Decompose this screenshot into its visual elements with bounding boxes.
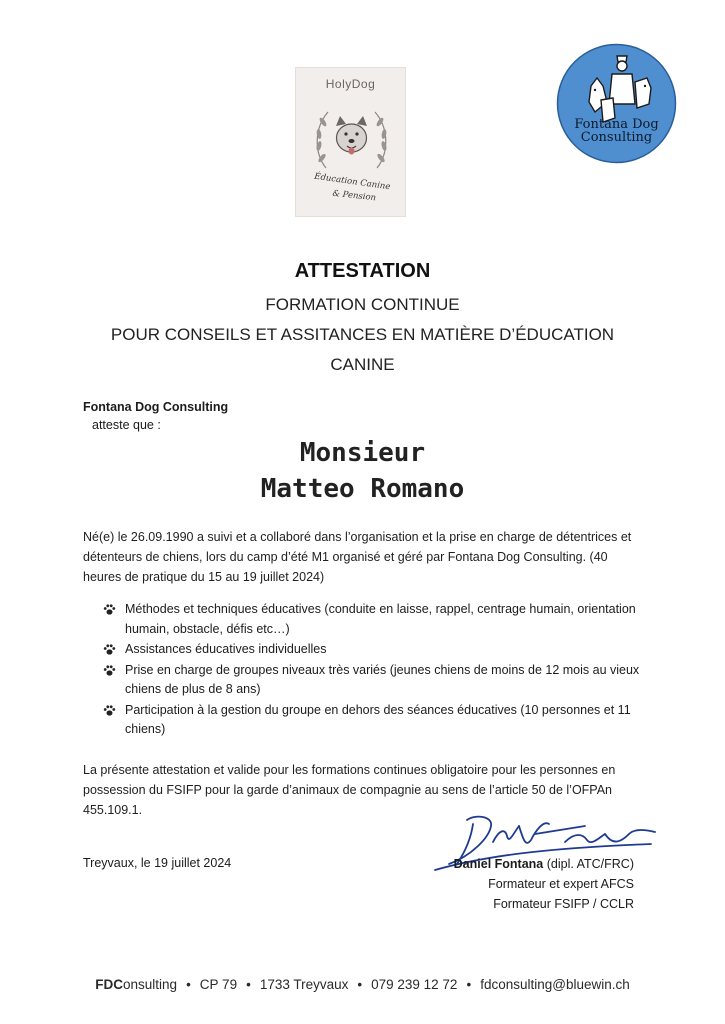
issuer-attests: atteste que : [92,418,161,432]
list-item [103,640,643,660]
paw-icon [103,603,116,616]
intro-paragraph: Né(e) le 26.09.1990 a suivi et a collaboré dans l’organisation et la prise en charge de détentrices et détenteurs de chiens, lors du camp d’été M1 organisé et géré par Fontana Dog Consulting. (40 heures de pratique du 15 au 19 juillet 2024) [83,530,632,584]
holydog-emblem [296,68,407,218]
signer-line [420,854,634,874]
paw-icon [103,704,116,717]
svg-text:& Pension: & Pension [331,188,377,204]
activities-list [103,600,643,741]
svg-text:Consulting: Consulting [580,130,653,145]
signature-block [420,854,634,914]
footer-brand-rest: onsulting [123,977,178,992]
footer [0,977,725,992]
footer-po-box: CP 79 [199,977,238,992]
document-subtitle-line3: CANINE [330,355,395,374]
svg-text:Fontana Dog: Fontana Dog [574,117,659,132]
document-subtitle-line2: POUR CONSEILS ET ASSITANCES EN MATIÈRE D’ÉDUCATION [110,325,615,344]
bullet-separator-icon: • [246,977,251,992]
list-item [103,661,643,700]
recipient-salutation: Monsieur [299,438,426,468]
signer-role-1: Formateur et expert AFCS [488,877,634,891]
signer-role-2: Formateur FSIFP / CCLR [493,897,634,911]
document-title: ATTESTATION [294,260,431,282]
paw-icon [103,643,116,656]
footer-email: fdconsulting@bluewin.ch [480,977,630,992]
list-item [103,600,643,639]
dog-head-icon [336,116,367,155]
fontana-dog-consulting-logo [555,42,678,165]
issuer-name: Fontana Dog Consulting [83,400,229,414]
list-item [103,701,643,740]
list-item-text: Assistances éducatives individuelles [125,642,327,656]
signer-credentials: (dipl. ATC/FRC) [543,857,634,871]
bullet-separator-icon: • [466,977,472,992]
paw-icon [103,664,116,677]
footer-phone: 079 239 12 72 [371,977,458,992]
place-and-date: Treyvaux, le 19 juillet 2024 [83,856,232,870]
bullet-separator-icon: • [186,977,191,992]
list-item-text: Méthodes et techniques éducatives (conduite en laisse, rappel, centrage humain, orientation humain, obstacle, défis etc…) [125,602,636,636]
holydog-logo [295,67,406,217]
recipient-name: Matteo Romano [260,474,465,504]
holydog-logo-title: HolyDog [325,77,376,91]
footer-brand-bold: FDC [95,977,124,992]
validity-paragraph: La présente attestation et valide pour les formations continues obligatoire pour les personnes en possession du FSIFP pour la garde d’animaux de compagnie au sens de l’article 50 de l’OFPAn 455.109.1. [83,763,616,817]
list-item-text: Participation à la gestion du groupe en dehors des séances éducatives (10 personnes et 11 chiens) [125,702,631,736]
svg-text:Éducation Canine: Éducation Canine [313,171,391,193]
footer-locality: 1733 Treyvaux [259,977,349,992]
document-subtitle-line1: FORMATION CONTINUE [265,295,460,314]
list-item-text: Prise en charge de groupes niveaux très variés (jeunes chiens de moins de 12 mois au vieux chiens de plus de 8 ans) [125,662,640,696]
signer-name: Daniel Fontana [453,857,544,871]
bullet-separator-icon: • [357,977,363,992]
